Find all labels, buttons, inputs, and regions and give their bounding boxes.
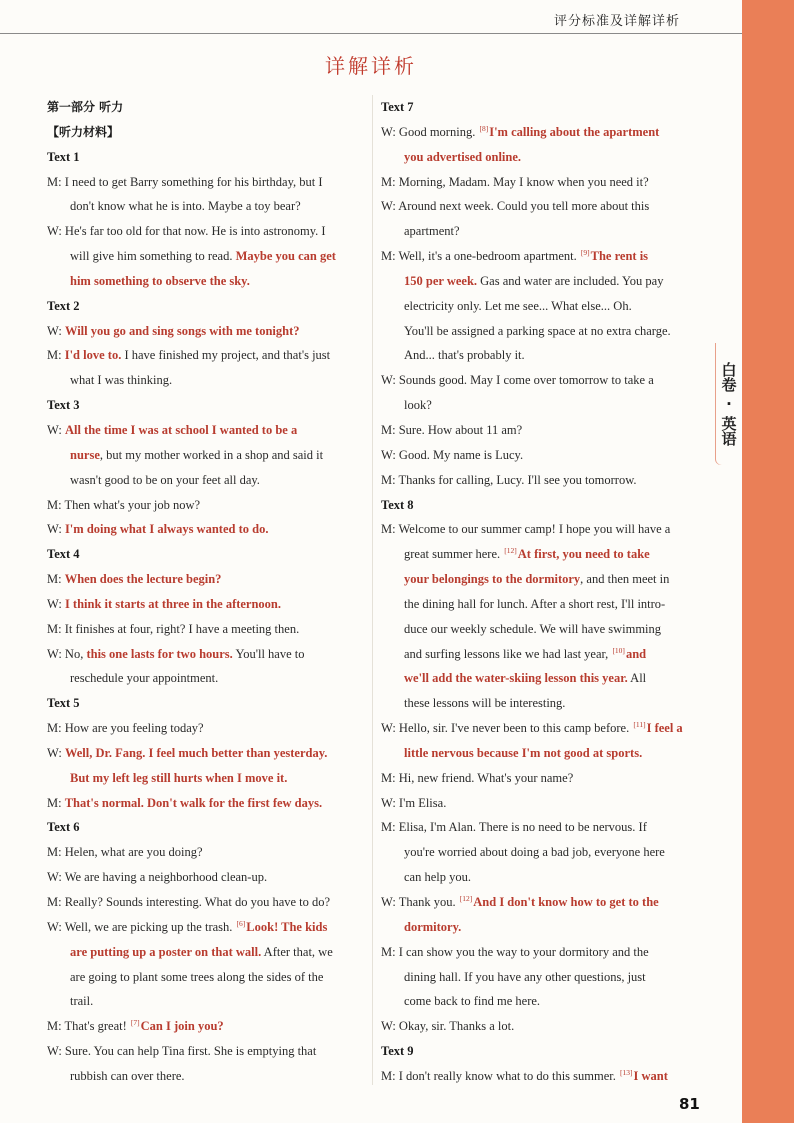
line-text: M:: [47, 348, 65, 363]
line-text: M: Then what's your job now?: [47, 497, 201, 512]
dialogue-line: [47, 940, 365, 965]
line-text: W:: [47, 745, 65, 760]
dialogue-line: [47, 865, 365, 890]
answer-highlight: you advertised online.: [404, 149, 522, 164]
line-text: You'll have to: [232, 646, 305, 661]
line-text: M: Well, it's a one-bedroom apartment.: [381, 249, 580, 264]
line-text: what I was thinking.: [70, 373, 173, 388]
right-column: [381, 95, 703, 1089]
line-text: Gas and water are included. You pay: [477, 273, 664, 288]
line-text: W: Thank you.: [381, 895, 459, 909]
answer-highlight: Well, Dr. Fang. I feel much better than yesterday.: [64, 745, 328, 760]
dialogue-line: [381, 940, 703, 965]
dialogue-line: [47, 791, 365, 816]
section-heading: [47, 145, 365, 170]
question-marker: [11]: [633, 720, 646, 730]
line-text: Text 4: [47, 547, 80, 562]
line-text: W: Sure. You can help Tina first. She is emptying that: [47, 1044, 317, 1059]
dialogue-line: [47, 989, 365, 1014]
dialogue-line: [381, 691, 703, 716]
line-text: M: Thanks for calling, Lucy. I'll see you tomorrow.: [381, 472, 637, 487]
line-text: W: Hello, sir. I've never been to this camp before.: [381, 721, 633, 736]
dialogue-line: [381, 915, 703, 940]
dialogue-line: [47, 965, 365, 990]
line-text: W:: [47, 422, 65, 437]
dialogue-line: [47, 194, 365, 219]
line-text: Text 7: [381, 100, 414, 114]
answer-highlight: I think it starts at three in the afternoon.: [64, 596, 282, 611]
line-text: W:: [47, 596, 65, 611]
header-divider: [0, 33, 742, 34]
question-marker: [13]: [620, 1067, 633, 1077]
section-heading: [47, 691, 365, 716]
line-text: M: Elisa, I'm Alan. There is no need to be nervous. If: [381, 820, 647, 835]
page-title: 详解详析: [325, 54, 417, 78]
line-text: W:: [47, 522, 65, 537]
answer-highlight: And I don't know how to get to the: [473, 895, 659, 909]
line-text: M: That's great!: [47, 1019, 130, 1034]
section-heading: [47, 95, 365, 120]
line-text: W: Well, we are picking up the trash.: [47, 919, 236, 934]
line-text: , and then meet in: [580, 572, 670, 587]
line-text: After that, we: [261, 944, 333, 959]
dialogue-line: [381, 815, 703, 840]
line-text: Text 3: [47, 398, 80, 413]
dialogue-line: [47, 418, 365, 443]
dialogue-line: [381, 219, 703, 244]
section-side-tab: [716, 343, 742, 465]
line-text: 【听力材料】: [47, 124, 120, 139]
dialogue-line: [381, 418, 703, 443]
line-text: rubbish can over there.: [70, 1068, 185, 1083]
dialogue-line: [381, 343, 703, 368]
dialogue-line: [381, 642, 703, 667]
section-heading: [381, 95, 703, 120]
dialogue-line: [47, 269, 365, 294]
dialogue-line: [47, 170, 365, 195]
dialogue-line: [381, 393, 703, 418]
dialogue-line: [47, 592, 365, 617]
dialogue-line: [381, 617, 703, 642]
answer-highlight: I want: [633, 1068, 668, 1083]
line-text: are going to plant some trees along the sides of the: [70, 969, 324, 984]
dialogue-line: [381, 294, 703, 319]
line-text: W: I'm Elisa.: [381, 795, 447, 810]
line-text: these lessons will be interesting.: [404, 696, 566, 711]
dialogue-line: [47, 468, 365, 493]
answer-highlight: The rent is: [590, 249, 649, 264]
line-text: M: Really? Sounds interesting. What do you have to do?: [47, 895, 331, 909]
dialogue-line: [381, 170, 703, 195]
line-text: M: I can show you the way to your dormitory and the: [381, 944, 649, 959]
answer-highlight: Maybe you can get: [235, 249, 336, 264]
line-text: duce our weekly schedule. We will have swimming: [404, 621, 662, 636]
line-text: come back to find me here.: [404, 994, 541, 1009]
line-text: W: He's far too old for that now. He is into astronomy. I: [47, 224, 326, 239]
line-text: Text 1: [47, 149, 80, 164]
dialogue-line: [381, 791, 703, 816]
dialogue-line: [381, 890, 703, 915]
question-marker: [10]: [612, 645, 625, 655]
line-text: apartment?: [404, 224, 460, 239]
section-heading: [47, 294, 365, 319]
dialogue-line: [381, 194, 703, 219]
section-heading: [47, 815, 365, 840]
page-edge-strip: [742, 0, 794, 1123]
answer-highlight: Can I join you?: [140, 1019, 224, 1034]
line-text: W: Good morning.: [381, 124, 479, 139]
line-text: 第一部分 听力: [47, 100, 124, 114]
line-text: M: How are you feeling today?: [47, 721, 204, 736]
line-text: All: [627, 671, 647, 686]
answer-highlight: your belongings to the dormitory: [404, 572, 581, 587]
answer-highlight: little nervous because I'm not good at sports.: [404, 745, 643, 760]
line-text: M: Morning, Madam. May I know when you need it?: [381, 174, 649, 189]
line-text: M: It finishes at four, right? I have a meeting then.: [47, 621, 300, 636]
dialogue-line: [381, 319, 703, 344]
line-text: and surfing lessons like we had last year,: [404, 646, 612, 661]
line-text: M: I need to get Barry something for his birthday, but I: [47, 174, 323, 189]
dialogue-line: [47, 1039, 365, 1064]
question-marker: [6]: [236, 918, 246, 928]
line-text: Text 9: [381, 1044, 414, 1059]
dialogue-line: [381, 1014, 703, 1039]
dialogue-line: [47, 642, 365, 667]
line-text: W: Around next week. Could you tell more about this: [381, 199, 650, 214]
question-marker: [8]: [479, 123, 489, 133]
dialogue-line: [47, 840, 365, 865]
dialogue-line: [381, 592, 703, 617]
line-text: M: Hi, new friend. What's your name?: [381, 770, 574, 785]
line-text: W: Sounds good. May I come over tomorrow to take a: [381, 373, 654, 388]
dialogue-line: [381, 716, 703, 741]
question-marker: [7]: [130, 1018, 140, 1028]
line-text: , but my mother worked in a shop and said it: [99, 447, 324, 462]
running-header: 评分标准及详解详析: [553, 14, 680, 29]
dialogue-line: [381, 741, 703, 766]
dialogue-line: [47, 244, 365, 269]
line-text: W:: [47, 323, 65, 338]
dialogue-line: [381, 145, 703, 170]
dialogue-line: [47, 517, 365, 542]
line-text: M: I don't really know what to do this summer.: [381, 1068, 619, 1083]
dialogue-line: [381, 244, 703, 269]
dialogue-line: [47, 368, 365, 393]
line-text: don't know what he is into. Maybe a toy bear?: [70, 199, 301, 214]
section-heading: [47, 393, 365, 418]
dialogue-line: [381, 567, 703, 592]
dialogue-line: [381, 666, 703, 691]
dialogue-line: [47, 1064, 365, 1089]
section-heading: [381, 493, 703, 518]
line-text: Text 6: [47, 820, 80, 835]
line-text: M:: [47, 572, 65, 587]
dialogue-line: [47, 617, 365, 642]
dialogue-line: [47, 219, 365, 244]
dialogue-line: [47, 716, 365, 741]
line-text: the dining hall for lunch. After a short rest, I'll intro-: [404, 596, 666, 611]
line-text: you're worried about doing a bad job, everyone here: [404, 845, 665, 860]
line-text: great summer here.: [404, 547, 504, 562]
dialogue-line: [47, 666, 365, 691]
question-marker: [12]: [459, 894, 473, 903]
answer-highlight: I feel a: [646, 721, 683, 736]
answer-highlight: dormitory.: [404, 919, 462, 934]
dialogue-line: [47, 493, 365, 518]
line-text: electricity only. Let me see... What else... Oh.: [404, 298, 632, 313]
line-text: W: No,: [47, 646, 87, 661]
section-heading: [47, 542, 365, 567]
answer-highlight: I'm doing what I always wanted to do.: [64, 522, 269, 537]
line-text: I have finished my project, and that's just: [121, 348, 331, 363]
section-heading: [381, 1039, 703, 1064]
side-tab-bottom: 英语: [719, 416, 738, 446]
line-text: You'll be assigned a parking space at no extra charge.: [404, 323, 671, 338]
dialogue-line: [47, 567, 365, 592]
line-text: W: Okay, sir. Thanks a lot.: [381, 1019, 515, 1034]
question-marker: [9]: [580, 248, 590, 258]
answer-highlight: and: [625, 646, 647, 661]
answer-highlight: I'd love to.: [64, 348, 122, 363]
column-divider: [372, 95, 373, 1085]
section-heading: [47, 120, 365, 145]
line-text: trail.: [70, 994, 94, 1009]
answer-highlight: we'll add the water-skiing lesson this year.: [404, 671, 628, 686]
line-text: dining hall. If you have any other questions, just: [404, 969, 646, 984]
line-text: wasn't good to be on your feet all day.: [70, 472, 260, 487]
dialogue-line: [47, 741, 365, 766]
line-text: look?: [404, 398, 432, 413]
answer-highlight: Will you go and sing songs with me tonight?: [64, 323, 300, 338]
dialogue-line: [47, 766, 365, 791]
answer-highlight: him something to observe the sky.: [70, 273, 250, 288]
dialogue-line: [381, 120, 703, 145]
dialogue-line: [381, 965, 703, 990]
dialogue-line: [381, 542, 703, 567]
answer-highlight: are putting up a poster on that wall.: [70, 944, 262, 959]
dialogue-line: [381, 840, 703, 865]
dialogue-line: [381, 865, 703, 890]
dialogue-line: [381, 443, 703, 468]
dialogue-line: [381, 989, 703, 1014]
answer-highlight: That's normal. Don't walk for the first few days.: [64, 795, 323, 810]
answer-highlight: At first, you need to take: [517, 547, 650, 562]
dialogue-line: [47, 343, 365, 368]
line-text: W: Good. My name is Lucy.: [381, 447, 524, 462]
answer-highlight: When does the lecture begin?: [64, 572, 222, 587]
dialogue-line: [381, 269, 703, 294]
answer-highlight: Look! The kids: [246, 919, 328, 934]
dialogue-line: [381, 766, 703, 791]
answer-highlight: But my left leg still hurts when I move it.: [70, 770, 288, 785]
line-text: Text 2: [47, 298, 80, 313]
answer-highlight: this one lasts for two hours.: [86, 646, 233, 661]
dialogue-line: [47, 1014, 365, 1039]
line-text: Text 8: [381, 497, 414, 512]
line-text: can help you.: [404, 870, 471, 885]
line-text: W: We are having a neighborhood clean-up.: [47, 870, 268, 885]
dialogue-line: [47, 319, 365, 344]
line-text: reschedule your appointment.: [70, 671, 219, 686]
dialogue-line: [381, 1064, 703, 1089]
left-column: [47, 95, 365, 1089]
answer-highlight: All the time I was at school I wanted to be a: [64, 422, 298, 437]
line-text: M:: [47, 795, 65, 810]
line-text: M: Helen, what are you doing?: [47, 845, 203, 860]
line-text: Text 5: [47, 696, 80, 711]
dialogue-line: [381, 368, 703, 393]
dialogue-line: [381, 517, 703, 542]
side-tab-dot: ·: [726, 395, 732, 413]
line-text: M: Welcome to our summer camp! I hope you will have a: [381, 522, 671, 537]
line-text: will give him something to read.: [70, 249, 236, 264]
dialogue-line: [47, 915, 365, 940]
answer-highlight: nurse: [70, 447, 100, 462]
answer-highlight: I'm calling about the apartment: [489, 124, 660, 139]
page-number: 81: [679, 1095, 700, 1113]
line-text: And... that's probably it.: [404, 348, 525, 363]
answer-highlight: 150 per week.: [404, 273, 478, 288]
question-marker: [12]: [504, 546, 517, 556]
side-tab-top: 白卷: [719, 362, 738, 392]
dialogue-line: [47, 890, 365, 915]
dialogue-line: [47, 443, 365, 468]
dialogue-line: [381, 468, 703, 493]
line-text: M: Sure. How about 11 am?: [381, 422, 523, 437]
